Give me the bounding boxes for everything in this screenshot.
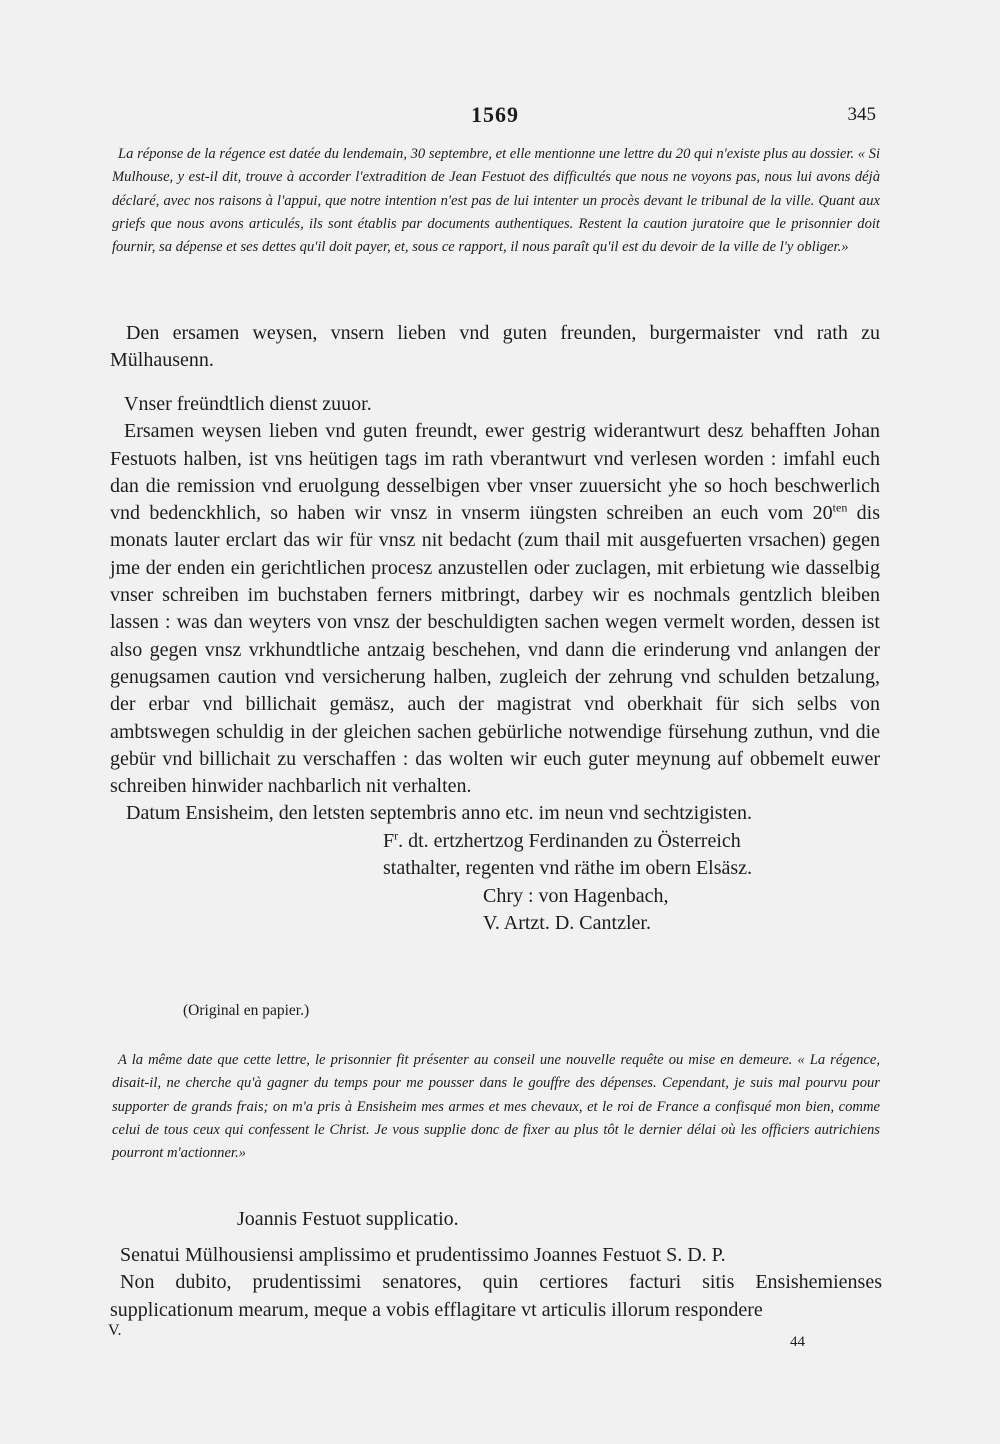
letter-paragraph bbox=[110, 418, 880, 800]
signature-prefix-sup: r bbox=[394, 828, 399, 843]
body-text-part1: Ersamen weysen lieben vnd guten freundt, ewer gestrig widerantwurt desz behafften Johan Festuots halben, ist vns heütigen tags im rath vberantwurt vnd verlesen worden : imfahl euch dan die remission vnd eruolgung desselbigen vber vnser zuuersicht yhe so hoch beschwerlich vnd bedenckhlich, so haben wir vnsz in vnserm iüngsten schreiben an euch vom 20 bbox=[110, 420, 880, 525]
editorial-note-bottom bbox=[112, 1049, 880, 1165]
original-note: (Original en papier.) bbox=[183, 1002, 310, 1019]
signature-line-3: Chry : von Hagenbach, bbox=[483, 884, 669, 907]
signature-line-1 bbox=[383, 828, 903, 855]
letter-greeting: Vnser freündtlich dienst zuuor. bbox=[124, 393, 372, 415]
signature-line-4: V. Artzt. D. Cantzler. bbox=[483, 911, 651, 934]
letter-address bbox=[110, 320, 880, 375]
body-text-part2: dis monats lauter erclart das wir für vnsz nit bedacht (zum thail mit ausgefuerten vrsachen) gegen jme der enden ein gerichtlichen procesz anzustellen oder zuclagen, mit erbietung wie dasselbig vnser schreiben im buchstaben ferners mitbringt, darbey wir es nochmals gentzlich bleiben lassen : was dan weyters von vnsz der beschuldigten sachen wegen vermelt worden, dessen ist also gegen vnsz vrkhundtliche antzaig beschehen, vnd dann die erinderung vnd anlangen der genugsamen caution vnd versicherung halben, zugleich der zehrung vnd schulden betzalung, der erbar vnd billichait gemäsz, auch der magistrat vnd oberkhait für sich selbs von ambtswegen schuldig in der gleichen sachen gebürliche notwendige fürsehung zuthun, vnd die gebür vnd billichait zu verschaffen : das wolten wir euch guter meynung auf obbemelt euwer schreiben hinwider nachbarlich nit verhalten. bbox=[110, 502, 880, 798]
supplication-body bbox=[110, 1242, 882, 1324]
letter-body bbox=[110, 391, 880, 828]
page-number: 345 bbox=[847, 104, 876, 125]
signature-prefix: F bbox=[383, 830, 395, 852]
letter-datum: Datum Ensisheim, den letsten septembris anno etc. im neun vnd sechtzigisten. bbox=[126, 802, 752, 825]
supplication-text: Non dubito, prudentissimi senatores, quin certiores facturi sitis Ensishemienses supplicationum mearum, meque a vobis efflagitare vt articulis illorum respondere bbox=[110, 1271, 882, 1321]
editorial-note-top bbox=[112, 143, 880, 259]
signature-line-1-text: . dt. ertzhertzog Ferdinanden zu Österreich bbox=[398, 830, 741, 852]
letter-signature bbox=[383, 828, 903, 937]
note-bottom-text: A la même date que cette lettre, le prisonnier fit présenter au conseil une nouvelle requête ou mise en demeure. « La régence, disait-il, ne cherche qu'à gagner du temps pour me pousser dans le gouffre des dépenses. Cependant, je suis mal pourvu pour supporter de grands frais; on m'a pris à Ensisheim mes armes et mes chevaux, et le roi de France a confisqué mon bien, comme celui de tous ceux qui confessent le Christ. Je vous supplie donc de fixer au plus tôt le dernier délai où les officiers autrichiens pourront m'actionner.» bbox=[112, 1052, 880, 1162]
year-heading: 1569 bbox=[471, 102, 519, 127]
supplication-heading: Joannis Festuot supplicatio. bbox=[237, 1208, 459, 1230]
sheet-number: 44 bbox=[790, 1334, 805, 1350]
supplication-salutation: Senatui Mülhousiensi amplissimo et prudentissimo Joannes Festuot S. D. P. bbox=[120, 1244, 726, 1266]
body-superscript: ten bbox=[832, 500, 848, 515]
signature-line-2: stathalter, regenten vnd räthe im obern Elsäsz. bbox=[383, 857, 753, 880]
page-header bbox=[110, 102, 880, 132]
note-top-text: La réponse de la régence est datée du lendemain, 30 septembre, et elle mentionne une lettre du 20 qui n'existe plus au dossier. « Si Mulhouse, y est-il dit, trouve à accorder l'extradition de Jean Festuot des difficultés que nous ne voyons pas, nous lui avons déjà déclaré, avec nos raisons à l'appui, que notre intention n'est pas de lui intenter un procès devant le tribunal de la ville. Quant aux griefs que nous avons articulés, ils sont établis par documents authentiques. Restent la caution juratoire que le prisonnier doit fournir, sa dépense et ses dettes qu'il doit payer, et, sous ce rapport, il nous paraît qu'il est du devoir de la ville de l'y obliger.» bbox=[112, 146, 880, 256]
address-text: Den ersamen weysen, vnsern lieben vnd guten freunden, burgermaister vnd rath zu Mülhausenn. bbox=[110, 322, 880, 372]
signature-mark: V. bbox=[108, 1322, 122, 1339]
